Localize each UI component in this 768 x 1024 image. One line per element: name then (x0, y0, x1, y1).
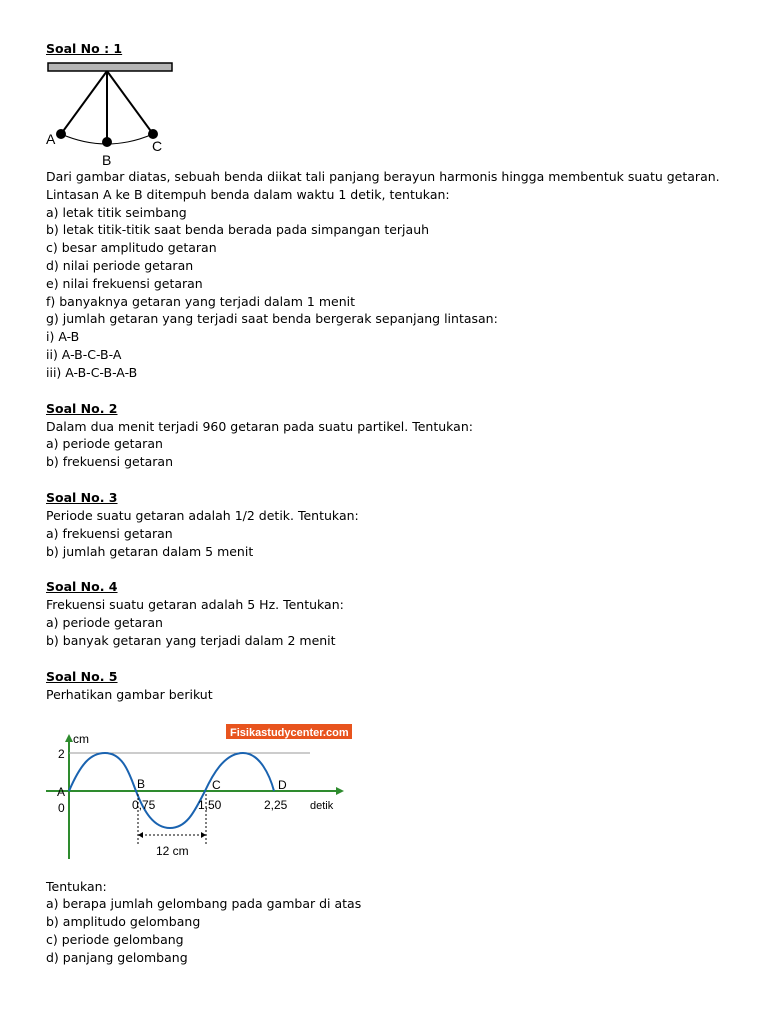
point-b-label: B (137, 776, 146, 791)
q5-line: Tentukan: (46, 878, 107, 894)
q2-line: Dalam dua menit terjadi 960 getaran pada suatu partikel. Tentukan: (46, 418, 473, 434)
y-axis-arrow (65, 734, 73, 742)
q5-line: b) amplitudo gelombang (46, 914, 201, 930)
q1-line: a) letak titik seimbang (46, 204, 187, 220)
q1-line: c) besar amplitudo getaran (46, 240, 217, 256)
label-a: A (46, 131, 56, 147)
label-c: C (152, 138, 163, 154)
y-unit-label: cm (73, 731, 89, 746)
q1-line: f) banyaknya getaran yang terjadi dalam 1 menit (46, 293, 355, 309)
x-tick-label: 0,75 (132, 797, 156, 812)
span-label: 12 cm (156, 843, 189, 858)
origin-label: 0 (58, 800, 65, 815)
q3-heading: Soal No. 3 (46, 489, 118, 505)
string-c (107, 71, 153, 134)
point-a-label: A (57, 784, 66, 799)
q4-heading: Soal No. 4 (46, 579, 118, 595)
span-arrow-left (138, 832, 143, 838)
q4-line: b) banyak getaran yang terjadi dalam 2 menit (46, 632, 336, 648)
q5-line: c) periode gelombang (46, 931, 184, 947)
string-a (61, 71, 107, 134)
q1-line: i) A-B (46, 329, 80, 345)
q5-line: d) panjang gelombang (46, 949, 188, 965)
q1-line: iii) A-B-C-B-A-B (46, 364, 138, 380)
bob-b (102, 137, 112, 147)
q1-line: b) letak titik-titik saat benda berada pada simpangan terjauh (46, 222, 430, 238)
q2-heading: Soal No. 2 (46, 400, 118, 416)
q2-line: a) periode getaran (46, 436, 163, 452)
worksheet-page (46, 40, 736, 967)
q1-line: d) nilai periode getaran (46, 257, 194, 273)
x-tick-label: 1,50 (198, 797, 222, 812)
q3-line: a) frekuensi getaran (46, 525, 173, 541)
pendulum-ceiling (48, 63, 172, 71)
q2-line: b) frekuensi getaran (46, 454, 173, 470)
q1-line: g) jumlah getaran yang terjadi saat benda bergerak sepanjang lintasan: (46, 311, 498, 327)
point-c-label: C (212, 777, 221, 792)
pendulum-figure (46, 62, 178, 168)
q3-line: b) jumlah getaran dalam 5 menit (46, 543, 254, 559)
y-tick-label: 2 (58, 746, 65, 761)
span-arrow-right (201, 832, 206, 838)
wave-figure (46, 722, 356, 862)
bob-a (56, 129, 66, 139)
label-b: B (102, 152, 112, 168)
q3-line: Periode suatu getaran adalah 1/2 detik. Tentukan: (46, 507, 359, 523)
q1-line: Lintasan A ke B ditempuh benda dalam waktu 1 detik, tentukan: (46, 186, 450, 202)
q1-line: Dari gambar diatas, sebuah benda diikat tali panjang berayun harmonis hingga membentuk suatu getaran. (46, 169, 720, 184)
q1-line: ii) A-B-C-B-A (46, 346, 122, 362)
q4-line: Frekuensi suatu getaran adalah 5 Hz. Tentukan: (46, 597, 344, 613)
q5-line: a) berapa jumlah gelombang pada gambar di atas (46, 896, 362, 912)
q5-intro: Perhatikan gambar berikut (46, 686, 213, 702)
x-axis-arrow (336, 787, 344, 795)
q4-line: a) periode getaran (46, 615, 163, 631)
watermark-text: Fisikastudycenter.com (230, 726, 349, 739)
q5-heading: Soal No. 5 (46, 668, 118, 684)
point-d-label: D (278, 777, 287, 792)
x-unit-label: detik (310, 799, 334, 812)
x-tick-label: 2,25 (264, 797, 288, 812)
q1-heading: Soal No : 1 (46, 41, 123, 56)
q1-line: e) nilai frekuensi getaran (46, 275, 203, 291)
